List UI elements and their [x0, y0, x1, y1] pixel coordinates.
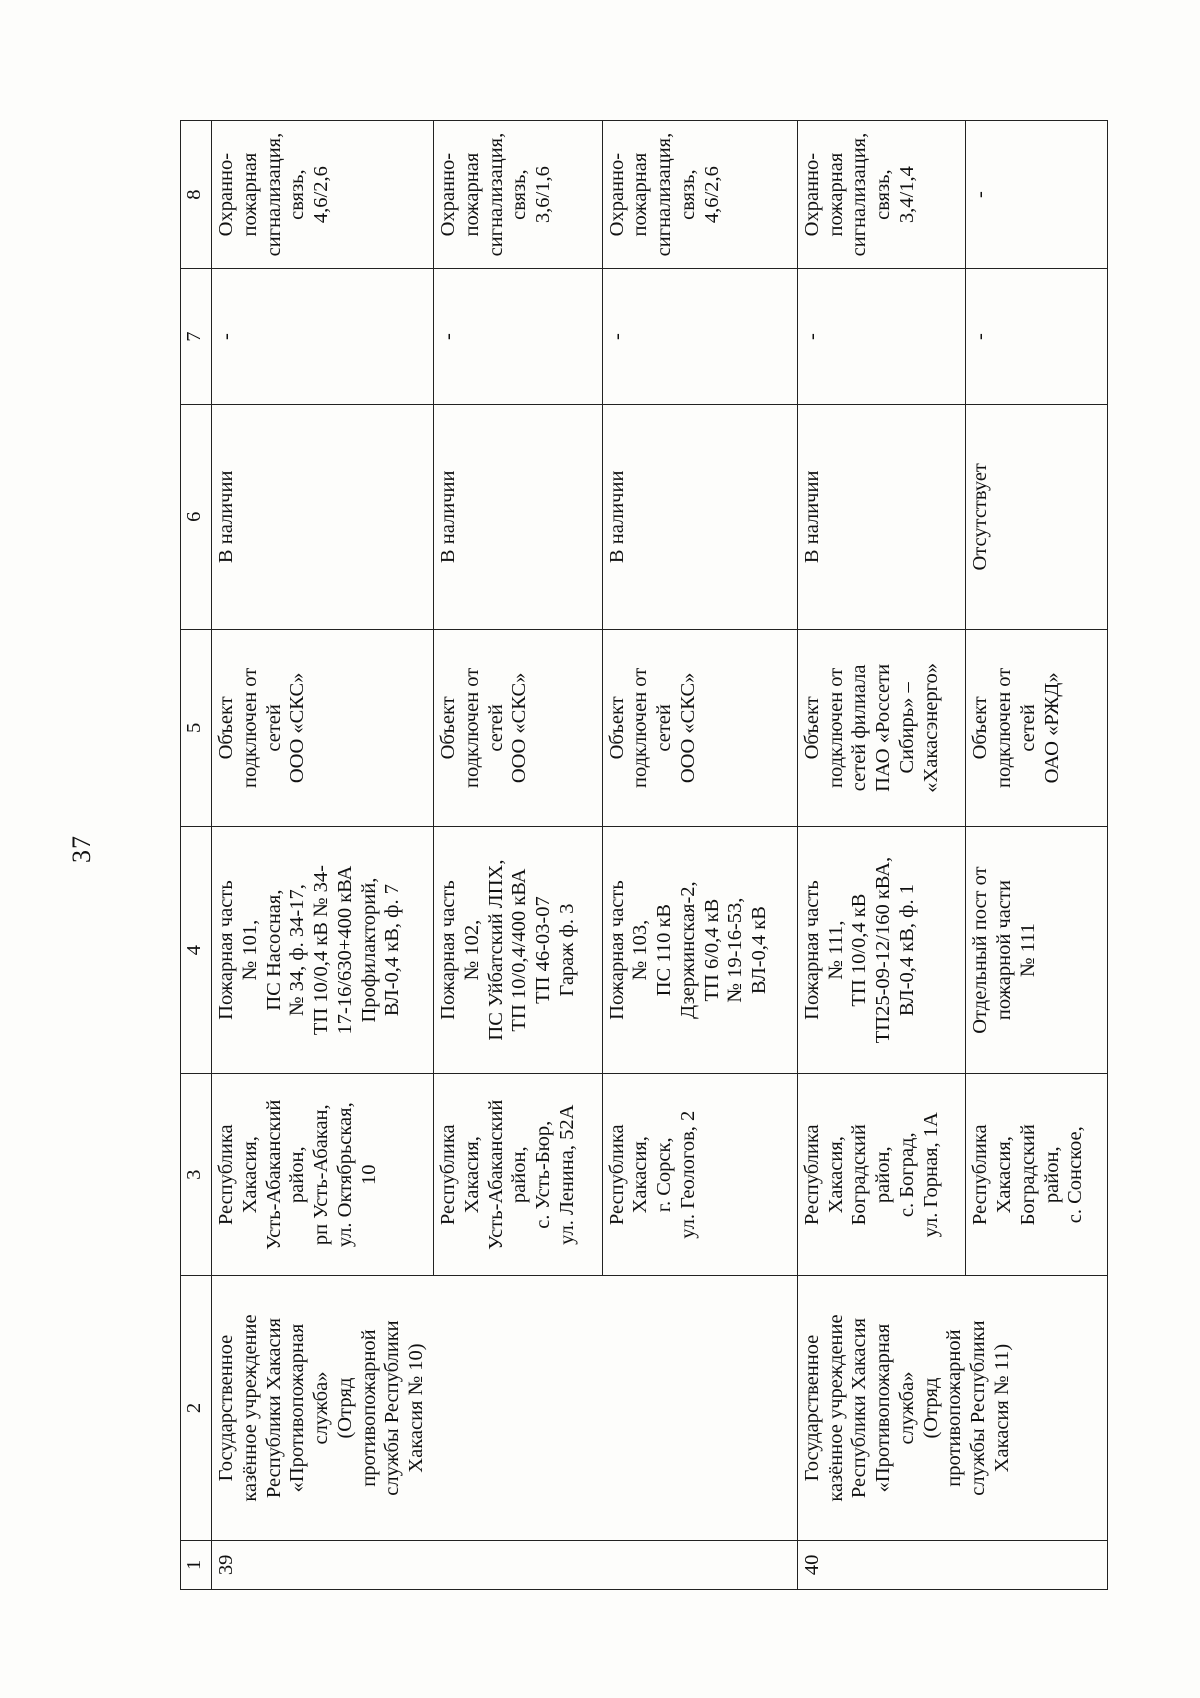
object-cell	[966, 827, 1108, 1074]
organization-line: Государственное	[800, 1334, 823, 1482]
organization-line: «Противопожарная	[286, 1323, 309, 1493]
organization-line: Республики Хакасия	[848, 1317, 871, 1499]
column-7-cell	[212, 269, 434, 405]
object-line: Профилакторий,	[357, 877, 380, 1023]
header-cell-4: 4	[181, 827, 212, 1074]
connection-line: «Хакасэнерго»	[919, 662, 942, 793]
connection-line: сетей	[1016, 704, 1039, 752]
address-line: рп Усть-Абакан,	[310, 1104, 333, 1246]
object-line: пожарной части	[993, 880, 1015, 1021]
address-line: с. Усть-Бюр,	[532, 1120, 555, 1229]
connection-line: сетей	[653, 704, 676, 752]
column-8-cell	[797, 121, 965, 269]
column-7-cell	[434, 269, 602, 405]
column-8-line: 4,6/2,6	[310, 166, 333, 224]
availability-text: В наличии	[800, 470, 823, 564]
header-cell-5: 5	[181, 629, 212, 827]
column-7-cell	[602, 269, 797, 405]
column-7-cell	[966, 269, 1108, 405]
organization-line: (Отряд	[333, 1377, 356, 1439]
column-8-line: пожарная	[460, 152, 483, 237]
organization-cell	[797, 1276, 1107, 1540]
column-8-line: пожарная	[824, 152, 847, 237]
object-line: ТП 10/0,4 кВ № 34-	[310, 864, 333, 1036]
address-line: ул. Ленина, 52А	[555, 1104, 578, 1245]
address-cell	[602, 1074, 797, 1276]
organization-line: казённое учреждение	[824, 1314, 847, 1502]
connection-line: Объект	[437, 696, 460, 760]
row-number: 40	[800, 1554, 823, 1576]
column-7-value: -	[969, 333, 992, 340]
object-line: Пожарная часть	[605, 880, 628, 1020]
column-8-line: связь,	[872, 169, 895, 220]
column-8-line: 3,4/1,4	[895, 166, 918, 224]
object-line: № 34, ф. 34-17,	[286, 884, 309, 1017]
column-8-line: сигнализация,	[848, 132, 871, 257]
address-line: район,	[508, 1146, 531, 1204]
column-8-line: 4,6/2,6	[700, 166, 723, 224]
facilities-table	[180, 120, 1108, 1590]
object-line: Пожарная часть	[437, 880, 460, 1020]
connection-line: подключен от	[238, 667, 261, 788]
row-number-cell	[797, 1540, 1107, 1589]
header-cell-7: 7	[181, 269, 212, 405]
organization-line: «Противопожарная	[872, 1323, 895, 1493]
row-number: 39	[215, 1554, 237, 1576]
object-cell	[434, 827, 602, 1074]
table-body	[181, 121, 1108, 1590]
connection-line: Объект	[215, 696, 237, 760]
object-line: № 111,	[824, 920, 847, 980]
object-line: № 19-16-53,	[724, 897, 747, 1003]
column-8-line: 3,6/1,6	[532, 166, 555, 224]
address-cell	[212, 1074, 434, 1276]
connection-line: сетей филиала	[848, 664, 871, 792]
availability-text: В наличии	[215, 470, 237, 564]
object-line: № 103,	[629, 919, 652, 981]
connection-line: ПАО «Россети	[872, 663, 895, 792]
object-line: ТП25-09-12/160 кВА,	[872, 856, 895, 1044]
organization-line: службы Республики	[967, 1320, 990, 1496]
connection-line: Сибирь» –	[895, 682, 918, 774]
address-line: Хакасия,	[993, 1136, 1015, 1214]
address-line: район,	[872, 1146, 895, 1204]
address-cell	[434, 1074, 602, 1276]
object-line: ПС Насосная,	[262, 889, 285, 1011]
object-cell	[602, 827, 797, 1074]
header-row	[181, 121, 212, 1590]
connection-cell	[434, 629, 602, 827]
column-7-value: -	[437, 333, 460, 340]
page-number: 37	[67, 835, 96, 863]
column-7-value: -	[605, 333, 628, 340]
organization-line: (Отряд	[919, 1377, 942, 1439]
column-8-line: связь,	[676, 169, 699, 220]
table-row	[797, 121, 965, 1590]
organization-line: Хакасия № 11)	[990, 1343, 1013, 1473]
column-7-cell	[797, 269, 965, 405]
row-number-cell	[212, 1540, 798, 1589]
column-8-line: пожарная	[629, 152, 652, 237]
header-cell-3: 3	[181, 1074, 212, 1276]
table-row	[212, 121, 434, 1590]
address-line: Хакасия,	[460, 1136, 483, 1214]
connection-cell	[966, 629, 1108, 827]
object-line: Дзержинская-2,	[676, 881, 699, 1019]
column-8-line: сигнализация,	[484, 132, 507, 257]
object-line: Гараж ф. 3	[555, 903, 578, 997]
object-line: № 102,	[460, 919, 483, 981]
connection-line: подключен от	[460, 667, 483, 788]
address-line: Боградский	[1016, 1124, 1039, 1226]
address-line: район,	[286, 1146, 309, 1204]
connection-line: Объект	[605, 696, 628, 760]
address-cell	[797, 1074, 965, 1276]
organization-line: противопожарной	[357, 1329, 380, 1487]
header-cell-1: 1	[181, 1540, 212, 1589]
organization-line: службы Республики	[381, 1320, 404, 1496]
address-line: г. Сорск,	[653, 1137, 676, 1213]
column-8-line: связь,	[508, 169, 531, 220]
object-line: ВЛ-0,4 кВ, ф. 7	[381, 884, 404, 1017]
rotated-table-container	[180, 120, 1108, 1590]
object-line: ВЛ-0,4 кВ, ф. 1	[895, 884, 918, 1017]
organization-line: противопожарной	[943, 1329, 966, 1487]
object-line: ТП 10/0,4/400 кВА	[508, 868, 531, 1032]
connection-line: ООО «СКС»	[676, 672, 699, 784]
object-line: Пожарная часть	[215, 880, 237, 1020]
address-cell	[966, 1074, 1108, 1276]
object-line: Пожарная часть	[800, 880, 823, 1020]
column-8-line: пожарная	[238, 152, 261, 237]
organization-line: Государственное	[215, 1334, 237, 1482]
connection-cell	[212, 629, 434, 827]
column-8-cell	[434, 121, 602, 269]
column-7-value: -	[215, 333, 237, 340]
address-line: Хакасия,	[629, 1136, 652, 1214]
availability-cell	[212, 404, 434, 629]
organization-line: служба»	[895, 1371, 918, 1445]
column-8-cell	[602, 121, 797, 269]
availability-cell	[797, 404, 965, 629]
object-line: ТП 6/0,4 кВ	[700, 898, 723, 1002]
object-line: ТП 46-03-07	[532, 896, 555, 1004]
object-line: Отдельный пост от	[969, 866, 992, 1034]
connection-line: ОАО «РЖД»	[1040, 672, 1063, 784]
header-cell-2: 2	[181, 1276, 212, 1540]
column-8-line: сигнализация,	[653, 132, 676, 257]
connection-line: подключен от	[993, 667, 1015, 788]
connection-line: сетей	[262, 704, 285, 752]
column-8-line: Охранно-	[437, 152, 460, 237]
availability-cell	[434, 404, 602, 629]
address-line: Боградский	[848, 1124, 871, 1226]
address-line: Хакасия,	[238, 1136, 261, 1214]
connection-line: подключен от	[824, 667, 847, 788]
address-line: с. Боград,	[895, 1132, 918, 1218]
column-8-cell	[212, 121, 434, 269]
connection-line: сетей	[484, 704, 507, 752]
address-line: Республика	[800, 1124, 823, 1226]
header-cell-6: 6	[181, 404, 212, 629]
address-line: 10	[357, 1164, 380, 1185]
connection-line: ООО «СКС»	[508, 672, 531, 784]
header-cell-8: 8	[181, 121, 212, 269]
column-8-line: связь,	[286, 169, 309, 220]
object-line: 17-16/630+400 кВА	[333, 865, 356, 1035]
address-line: Хакасия,	[824, 1136, 847, 1214]
address-line: Усть-Абаканский	[484, 1099, 507, 1250]
address-line: район,	[1040, 1146, 1063, 1204]
object-line: № 101,	[238, 919, 261, 981]
address-line: Республика	[215, 1124, 237, 1226]
availability-cell	[966, 404, 1108, 629]
object-line: ПС 110 кВ	[653, 903, 676, 997]
column-8-line: сигнализация,	[262, 132, 285, 257]
availability-text: В наличии	[605, 470, 628, 564]
connection-line: ООО «СКС»	[286, 672, 309, 784]
availability-text: В наличии	[437, 470, 460, 564]
organization-line: Хакасия № 10)	[405, 1343, 428, 1473]
column-8-cell	[966, 121, 1108, 269]
column-8-line: Охранно-	[605, 152, 628, 237]
address-line: ул. Геологов, 2	[676, 1110, 699, 1239]
object-line: № 111	[1016, 923, 1039, 978]
availability-cell	[602, 404, 797, 629]
column-7-value: -	[800, 333, 823, 340]
availability-text: Отсутствует	[969, 463, 992, 571]
address-line: ул. Горная, 1А	[919, 1112, 942, 1238]
address-line: с. Сонское,	[1064, 1126, 1087, 1224]
object-line: ВЛ-0,4 кВ	[748, 906, 771, 995]
organization-line: Республики Хакасия	[262, 1317, 285, 1499]
connection-cell	[797, 629, 965, 827]
connection-line: подключен от	[629, 667, 652, 788]
organization-line: казённое учреждение	[238, 1314, 261, 1502]
organization-line: служба»	[310, 1371, 333, 1445]
address-line: Республика	[437, 1124, 460, 1226]
object-cell	[797, 827, 965, 1074]
object-cell	[212, 827, 434, 1074]
object-line: ПС Уйбатский ЛПХ,	[484, 859, 507, 1041]
column-8-line: Охранно-	[215, 152, 237, 237]
address-line: ул. Октябрьская,	[333, 1102, 356, 1248]
address-line: Республика	[605, 1124, 628, 1226]
column-8-line: Охранно-	[800, 152, 823, 237]
connection-line: Объект	[800, 696, 823, 760]
column-8-line: -	[969, 191, 992, 199]
organization-cell	[212, 1276, 798, 1540]
address-line: Республика	[969, 1124, 992, 1226]
connection-cell	[602, 629, 797, 827]
address-line: Усть-Абаканский	[262, 1099, 285, 1250]
connection-line: Объект	[969, 696, 992, 760]
object-line: ТП 10/0,4 кВ	[848, 893, 871, 1007]
